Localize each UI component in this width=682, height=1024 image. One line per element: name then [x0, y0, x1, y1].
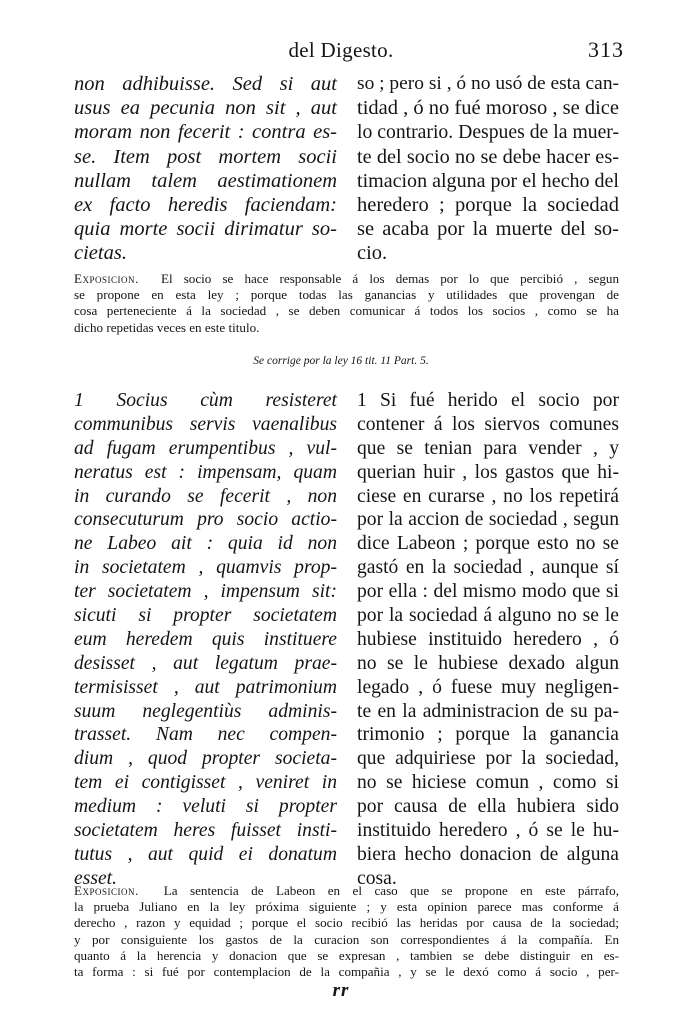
exposicion-label: Exposicion. — [74, 883, 139, 898]
spanish-line: por ella : del mismo modo que si — [357, 581, 619, 603]
latin-line: ad fugam erumpentibus , vul- — [74, 437, 337, 459]
spanish-line: no se le hubiese dexado algun — [357, 652, 619, 674]
latin-line: societatem heres fuisset insti- — [74, 820, 337, 842]
latin-line: esset. — [74, 867, 117, 889]
spanish-line: instituido heredero , ó se le hu- — [357, 820, 619, 842]
signature-mark: rr — [332, 980, 350, 1001]
spanish-line: te del socio no se debe hacer es- — [357, 145, 619, 168]
spanish-line: que adquiriese por la sociedad, — [357, 748, 619, 770]
spanish-line: querian huir , los gastos que hi- — [357, 461, 619, 483]
exposicion-line — [74, 271, 619, 287]
exposicion-line: se propone en esta ley ; porque todas las ganancias y utilidades que provengan de — [74, 287, 619, 303]
spanish-line: no se hiciese comun , como si — [357, 772, 619, 794]
spanish-line: legado , ó fuese muy negligen- — [357, 676, 619, 698]
correction-note: Se corrige por la ley 16 tit. 11 Part. 5. — [253, 355, 429, 367]
spanish-line: trimonio ; porque la ganancia — [357, 724, 619, 746]
exposicion-line: cosa perteneciente á la sociedad , se deben comunicar á todos los socios , como se ha — [74, 303, 619, 319]
spanish-line: dice Labeon ; porque esto no se — [357, 533, 619, 555]
spanish-line: tidad , ó no fué moroso , se dice — [357, 97, 619, 120]
latin-line: cietas. — [74, 242, 127, 265]
spanish-line: timacion alguna por el hecho del — [357, 169, 619, 192]
spanish-line: se acaba por la muerte del so- — [357, 218, 619, 241]
spanish-column-2 — [357, 389, 619, 891]
spanish-line: cio. — [357, 242, 388, 265]
latin-line: sicuti si propter societatem — [74, 605, 337, 627]
latin-line: trasset. Nam nec compen- — [74, 724, 337, 746]
spanish-line: 1 Si fué herido el socio por — [357, 390, 619, 411]
exposicion-paragraph-2 — [74, 883, 619, 980]
spanish-line: por la sociedad á alguno no se le — [357, 605, 619, 627]
exposicion-text: La sentencia de Labeon en el caso que se propone en este párrafo, — [163, 883, 619, 898]
latin-line: medium : veluti si propter — [74, 796, 337, 818]
exposicion-line: y por consiguiente los gastos de la curacion son correspondientes á la compañía. En — [74, 931, 619, 947]
latin-line: termisisset , aut patrimonium — [74, 676, 337, 698]
latin-line: ne Labeo ait : quia id non — [74, 533, 337, 555]
latin-line: 1 Socius cùm resisteret — [74, 390, 337, 411]
running-header: del Digesto. — [288, 38, 394, 62]
latin-line: desisset , aut legatum prae- — [74, 652, 337, 674]
exposicion-line: quanto á la herencia y donacion que se expresan , tambien se debe distinguir en es- — [74, 947, 619, 963]
spanish-line: ciese en curarse , no los repetirá — [357, 485, 619, 507]
latin-line: ex facto heredis faciendam: — [74, 193, 337, 216]
latin-line: suum neglegentiùs adminis- — [74, 700, 337, 722]
latin-line: in curando se fecerit , non — [74, 485, 337, 507]
exposicion-text: El socio se hace responsable á los demas por lo que percibió , segun — [160, 271, 620, 286]
spanish-line: biera hecho donacion de alguna — [357, 843, 619, 865]
spanish-line: contener á los siervos comunes — [357, 413, 619, 435]
spanish-line: heredero ; porque la sociedad — [357, 193, 619, 216]
exposicion-line: derecho , razon y equidad ; porque el socio recibió las heridas por causa de la sociedad; — [74, 915, 619, 931]
latin-line: ter societatem , impensum sit: — [74, 581, 337, 603]
spanish-line: gastó en la sociedad , aunque sí — [357, 557, 619, 579]
latin-line: eum heredem quis instituere — [74, 628, 337, 650]
exposicion-line — [74, 883, 619, 899]
spanish-line: lo contrario. Despues de la muer- — [357, 121, 619, 144]
latin-line: non adhibuisse. Sed si aut — [74, 73, 337, 95]
spanish-line: por la accion de sociedad , segun — [357, 509, 619, 531]
exposicion-line: ta forma : si fué por contemplacion de la compañia , y se le dexó como á socio , per- — [74, 963, 619, 979]
latin-column-2 — [74, 389, 337, 891]
spanish-line: cosa. — [357, 867, 397, 889]
latin-column-1 — [74, 72, 337, 266]
spanish-line: por causa de ella hubiera sido — [357, 796, 619, 818]
latin-line: communibus servis vaenalibus — [74, 413, 337, 435]
latin-line: consecuturum pro socio actio- — [74, 509, 337, 531]
latin-line: neratus est : impensam, quam — [74, 461, 337, 483]
latin-line: quia morte socii dirimatur so- — [74, 218, 337, 241]
page-number: 313 — [588, 37, 624, 62]
latin-line: dium , quod propter societa- — [74, 748, 337, 770]
latin-line: usus ea pecunia non sit , aut — [74, 97, 337, 120]
exposicion-line: la prueba Juliano en la ley próxima siguiente ; y esta opinion parece mas conforme á — [74, 899, 619, 915]
spanish-line: te en la administracion de su pa- — [357, 700, 619, 722]
latin-line: tutus , aut quid ei donatum — [74, 843, 337, 865]
spanish-line: hubiese instituido heredero , ó — [357, 628, 619, 650]
exposicion-line: dicho repetidas veces en este titulo. — [74, 319, 260, 335]
latin-line: moram non fecerit : contra es- — [74, 121, 337, 144]
latin-line: tem ei contigisset , veniret in — [74, 772, 337, 794]
exposicion-label: Exposicion. — [74, 271, 139, 286]
spanish-line: que se tenian para vender , y — [357, 437, 619, 459]
spanish-column-1 — [357, 72, 619, 266]
exposicion-paragraph-1 — [74, 271, 619, 336]
latin-line: nullam talem aestimationem — [74, 169, 337, 192]
spanish-line: so ; pero si , ó no usó de esta can- — [357, 73, 620, 94]
latin-line: se. Item post mortem socii — [74, 145, 337, 168]
latin-line: in societatem , quamvis prop- — [74, 557, 337, 579]
